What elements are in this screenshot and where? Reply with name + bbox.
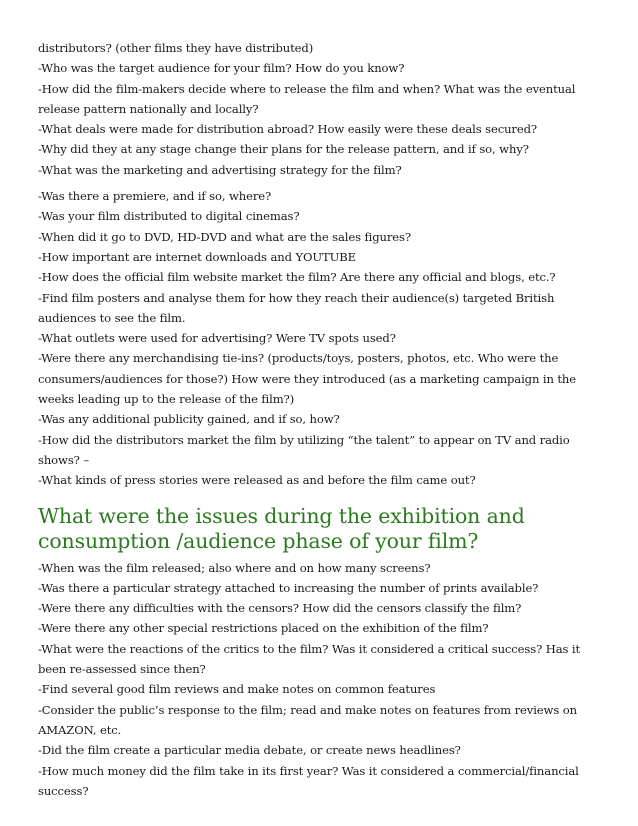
question-line: -Was there a premiere, and if so, where? xyxy=(38,189,272,204)
question-line: -Find film posters and analyse them for how they reach their audience(s) targeted British audiences to see the film. xyxy=(38,290,555,325)
question-line: -Find several good film reviews and make notes on common features xyxy=(38,682,436,697)
question-line: -How did the film-makers decide where to release the film and when? What was the eventual release pattern nationally and locally? xyxy=(38,81,576,116)
question-line: -Were there any merchandising tie-ins? (products/toys, posters, photos, etc. Who were the consumers/audiences for those?) How were they introduced (as a marketing campaign in the weeks leading up to the release of the film?) xyxy=(38,351,577,407)
question-line: -What deals were made for distribution abroad? How easily were these deals secured? xyxy=(38,122,537,137)
question-line: -What were the reactions of the critics to the film? Was it considered a critical success? Has it been re-assessed since then? xyxy=(38,641,581,677)
section-exhibition-questions xyxy=(38,558,608,802)
section-distribution-questions xyxy=(38,38,608,180)
question-line: distributors? (other films they have distributed) xyxy=(38,41,314,55)
question-line: -Did the film create a particular media debate, or create news headlines? xyxy=(38,743,461,758)
question-line: -What kinds of press stories were released as and before the film came out? xyxy=(38,473,476,488)
document-page xyxy=(38,38,608,801)
question-line: -Were there any other special restrictions placed on the exhibition of the film? xyxy=(38,621,489,636)
question-line: -When did it go to DVD, HD-DVD and what are the sales figures? xyxy=(38,229,411,244)
question-line: -Was any additional publicity gained, and if so, how? xyxy=(38,412,340,427)
question-line: -How important are internet downloads and YOUTUBE xyxy=(38,249,357,264)
question-line: -What outlets were used for advertising? Were TV spots used? xyxy=(38,331,396,346)
question-line: -Consider the public’s response to the film; read and make notes on features from reviews on AMAZON, etc. xyxy=(38,702,577,737)
section-marketing-questions xyxy=(38,186,608,490)
question-line: -How did the distributors market the film by utilizing “the talent” to appear on TV and radio shows? – xyxy=(38,432,570,467)
question-line: -When was the film released; also where and on how many screens? xyxy=(38,560,431,575)
section-heading: What were the issues during the exhibition and consumption /audience phase of your film? xyxy=(38,503,525,553)
question-line: -Why did they at any stage change their plans for the release pattern, and if so, why? xyxy=(38,142,529,157)
question-line: -How does the official film website market the film? Are there any official and blogs, etc.? xyxy=(38,270,556,285)
question-line: -Was your film distributed to digital cinemas? xyxy=(38,209,300,224)
question-line: -Who was the target audience for your film? How do you know? xyxy=(38,61,405,76)
question-line: -Were there any difficulties with the censors? How did the censors classify the film? xyxy=(38,601,522,616)
question-line: -Was there a particular strategy attached to increasing the number of prints available? xyxy=(38,580,539,595)
question-line: -How much money did the film take in its first year? Was it considered a commercial/financial success? xyxy=(38,763,579,798)
question-line: -What was the marketing and advertising strategy for the film? xyxy=(38,162,402,177)
